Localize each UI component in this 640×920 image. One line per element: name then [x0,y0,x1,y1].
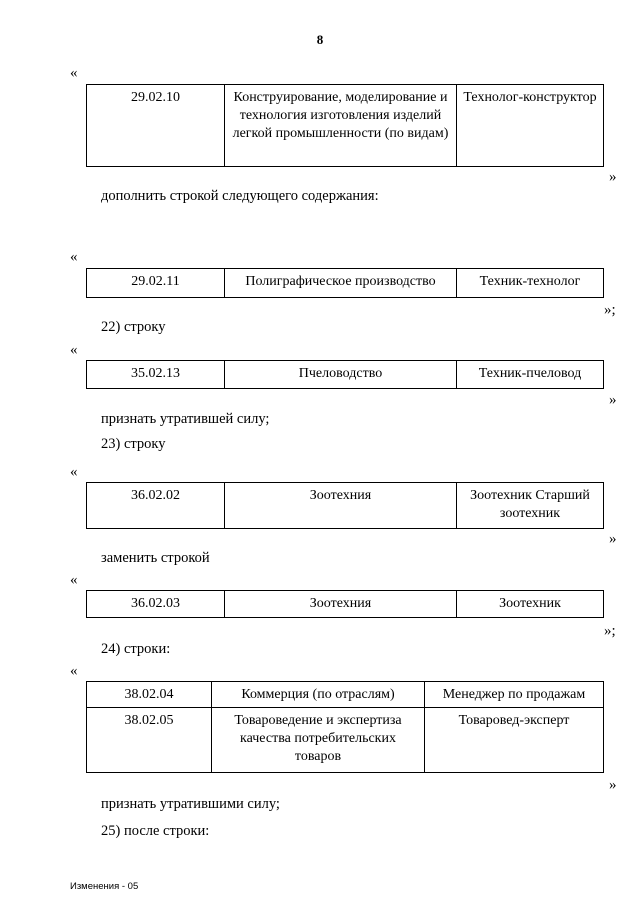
code-cell: 36.02.03 [87,591,225,618]
name-cell: Коммерция (по отраслям) [212,682,425,708]
code-cell: 38.02.05 [87,708,212,773]
code-cell: 35.02.13 [87,361,225,389]
table-row [87,483,604,529]
quote-close-semicolon: »; [604,302,616,318]
code-cell: 38.02.04 [87,682,212,708]
quote-close: » [609,777,617,793]
table-row [87,85,604,167]
table-row [87,361,604,389]
table-row [87,708,604,773]
qualification-cell: Зоотехник Старший зоотехник [457,483,604,529]
qualification-cell: Менеджер по продажам [425,682,604,708]
name-cell: Полиграфическое производство [225,269,457,298]
table-36-02-02 [86,482,604,529]
quote-open: « [70,572,78,588]
table-36-02-03 [86,590,604,618]
item-22-label: 22) строку [101,319,166,335]
item-23-label: 23) строку [101,436,166,452]
instruction-text: признать утратившей силу; [101,411,270,427]
code-cell: 29.02.10 [87,85,225,167]
code-cell: 36.02.02 [87,483,225,529]
table-29-02-11 [86,268,604,298]
table-row [87,591,604,618]
quote-open: « [70,663,78,679]
qualification-cell: Техник-технолог [457,269,604,298]
quote-open: « [70,249,78,265]
quote-open: « [70,65,78,81]
instruction-text: заменить строкой [101,550,210,566]
quote-close-semicolon: »; [604,623,616,639]
footer-note: Изменения - 05 [70,881,139,892]
quote-close: » [609,169,617,185]
item-24-label: 24) строки: [101,641,171,657]
quote-close: » [609,392,617,408]
name-cell: Зоотехния [225,483,457,529]
name-cell: Товароведение и экспертиза качества потребительских товаров [212,708,425,773]
quote-open: « [70,342,78,358]
code-cell: 29.02.11 [87,269,225,298]
qualification-cell: Технолог-конструктор [457,85,604,167]
table-row [87,682,604,708]
table-38-02 [86,681,604,773]
qualification-cell: Техник-пчеловод [457,361,604,389]
name-cell: Зоотехния [225,591,457,618]
table-row [87,269,604,298]
table-35-02-13 [86,360,604,389]
instruction-text: дополнить строкой следующего содержания: [101,188,379,204]
name-cell: Конструирование, моделирование и технология изготовления изделий легкой промышленности (по видам) [225,85,457,167]
item-25-label: 25) после строки: [101,823,210,839]
qualification-cell: Зоотехник [457,591,604,618]
quote-open: « [70,464,78,480]
quote-close: » [609,531,617,547]
qualification-cell: Товаровед-эксперт [425,708,604,773]
instruction-text: признать утратившими силу; [101,796,280,812]
page-number: 8 [316,32,324,47]
name-cell: Пчеловодство [225,361,457,389]
table-29-02-10 [86,84,604,167]
